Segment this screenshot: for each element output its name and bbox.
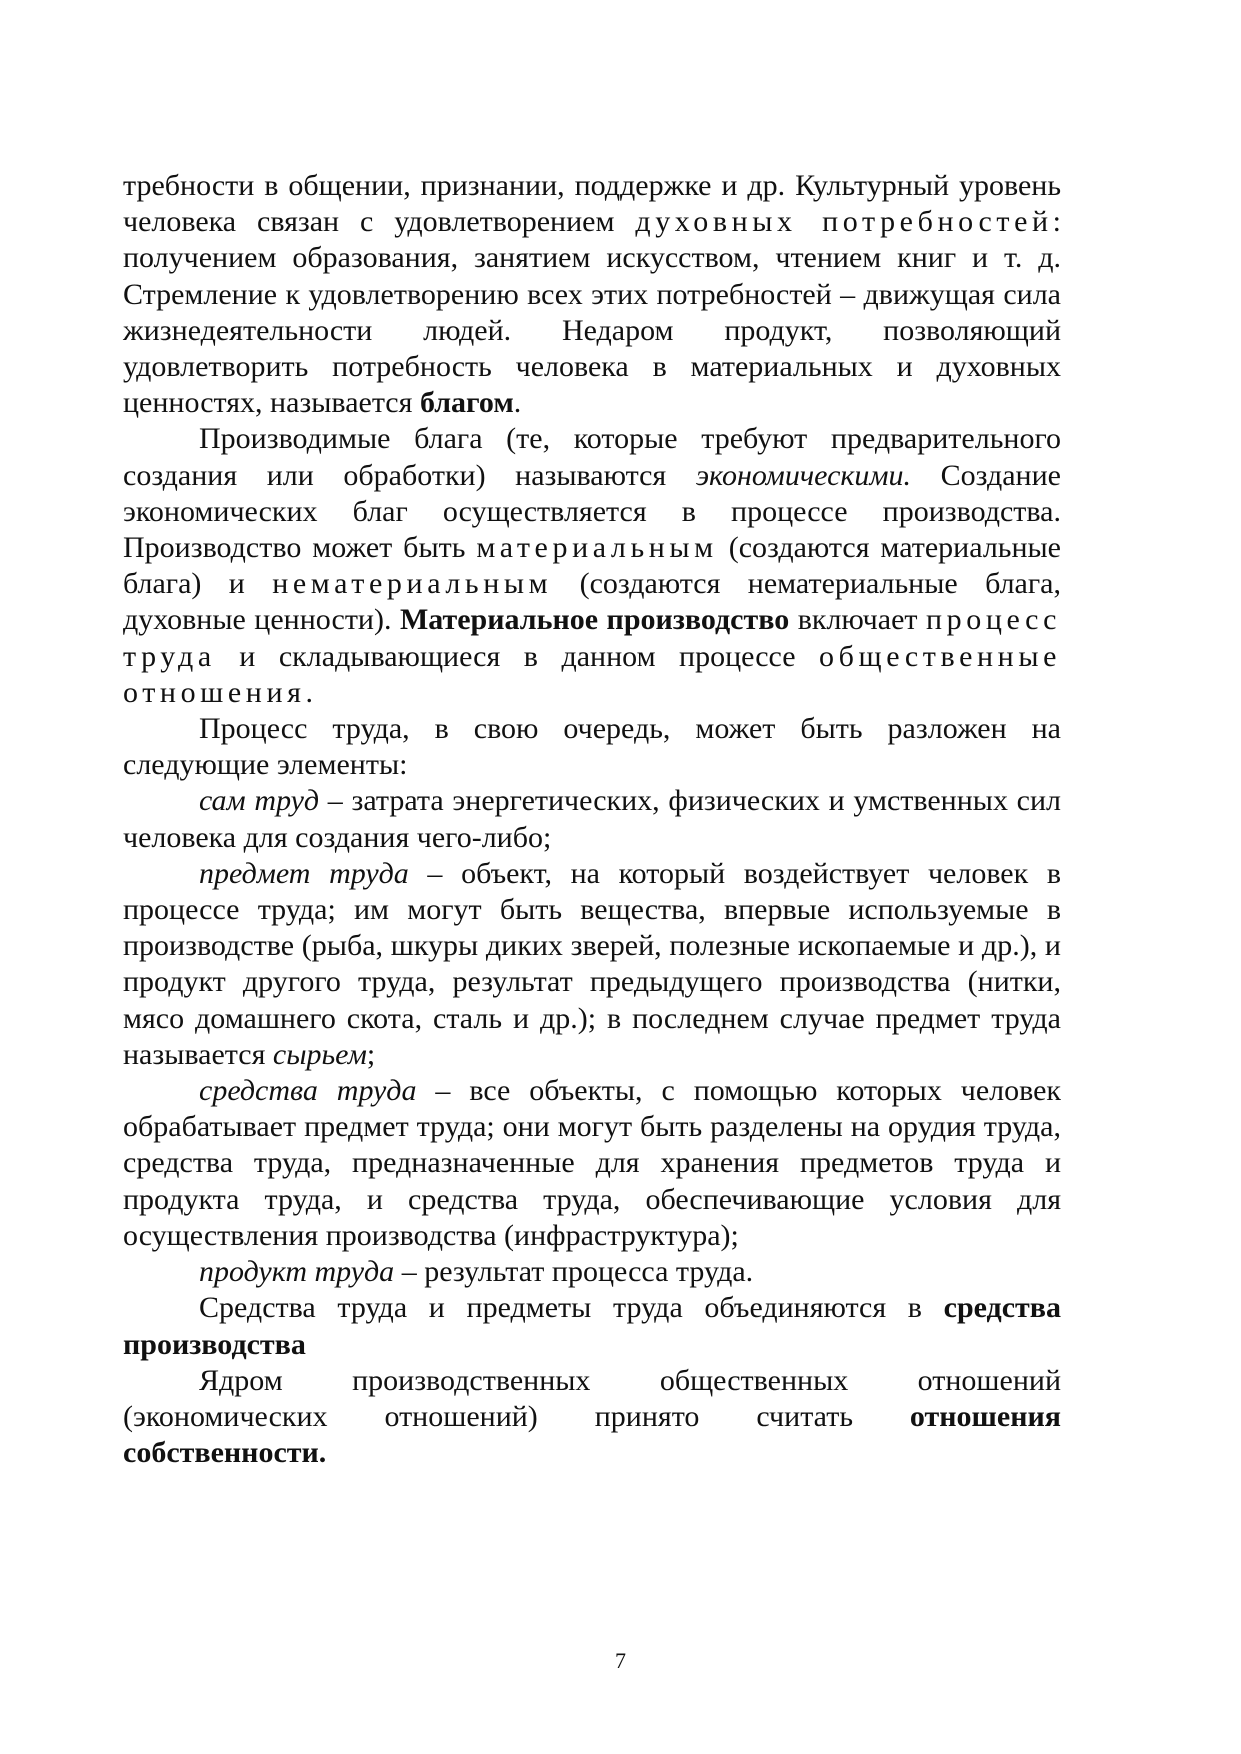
paragraph-means-of-production bbox=[123, 1290, 1061, 1362]
text-run: – результат процесса труда. bbox=[394, 1255, 754, 1289]
list-item-object-of-labor bbox=[123, 856, 1061, 1073]
text-run: : получением образования, занятием искусством, чтением книг и т. д. Стремление к удовлетворению всех этих потребностей – движущая сила жизнедеятельности людей. Недаром продукт, позволяющий удовлетворить потребность человека в материальных и духовных ценностях, называется bbox=[123, 205, 1061, 420]
spaced-term-labor-process: процесс труда bbox=[123, 603, 1062, 673]
page-number: 7 bbox=[615, 1648, 626, 1673]
page-body bbox=[123, 168, 1061, 1471]
text-run: Производимые блага (те, которые требуют предварительного создания или обработки) называются bbox=[123, 422, 1061, 492]
spaced-term-nonmaterial: нематериальным bbox=[272, 567, 553, 601]
paragraph-needs-and-goods bbox=[123, 168, 1061, 421]
text-run: требности в общении, признании, поддержке и др. Культурный уровень человека связан с удовлетворением bbox=[123, 169, 1061, 239]
paragraph-labor-elements-intro bbox=[123, 711, 1061, 783]
text-run: – все объекты, с помощью которых человек обрабатывает предмет труда; они могут быть разделены на орудия труда, средства труда, предназначенные для хранения предметов труда и продукта труда, и средства труда, обеспечивающие условия для осуществления производства (инфраструктура); bbox=[123, 1074, 1061, 1252]
text-run: – объект, на который воздействует человек в процессе труда; им могут быть вещества, впервые используемые в производстве (рыба, шкуры диких зверей, полезные ископаемые и др.), и продукт другого труда, результат предыдущего производства (нитки, мясо домашнего скота, сталь и др.); в последнем случае предмет труда называется bbox=[123, 856, 1062, 1071]
text-run: Средства труда и предметы труда объединяются в bbox=[199, 1291, 944, 1325]
text-run: – затрата энергетических, физических и умственных сил человека для создания чего-либо; bbox=[123, 784, 1061, 854]
text-run: включает bbox=[789, 603, 926, 637]
list-item-labor-itself bbox=[123, 783, 1061, 855]
paragraph-property-relations bbox=[123, 1363, 1061, 1472]
text-run: Процесс труда, в свою очередь, может быть разложен на следующие элементы: bbox=[123, 712, 1061, 782]
list-item-product-of-labor bbox=[123, 1254, 1061, 1290]
bold-term-material-production: Материальное производство bbox=[399, 603, 790, 637]
italic-term-object-of-labor: предмет труда bbox=[199, 856, 409, 890]
text-run: (создаются материальные блага) и bbox=[123, 531, 1061, 601]
text-run: . bbox=[305, 675, 313, 709]
bold-term-means-of-production: средства производства bbox=[123, 1291, 1061, 1361]
text-run: и складывающиеся в данном процессе bbox=[215, 639, 820, 673]
text-run: (создаются нематериальные блага, духовные ценности). bbox=[123, 567, 1061, 637]
paragraph-economic-goods bbox=[123, 421, 1061, 711]
italic-term-means-of-labor: средства труда bbox=[199, 1074, 417, 1108]
italic-term-labor-itself: сам труд bbox=[199, 784, 320, 818]
bold-term-property-relations: отношения собственности. bbox=[123, 1399, 1061, 1470]
list-item-means-of-labor bbox=[123, 1073, 1061, 1254]
text-run: Создание экономических благ осуществляется в процессе производства. Производство может быть bbox=[123, 458, 1061, 565]
italic-term-raw-material: сырьем bbox=[272, 1037, 367, 1071]
spaced-term-social-relations: общественные отношения bbox=[123, 639, 1061, 709]
bold-term-good: благом bbox=[419, 386, 514, 420]
spaced-term-material: материальным bbox=[476, 531, 718, 565]
text-run: ; bbox=[366, 1037, 376, 1071]
italic-term-economic: экономическими. bbox=[695, 458, 912, 492]
text-run: Ядром производственных общественных отношений (экономических отношений) принято считать bbox=[123, 1363, 1061, 1433]
text-run: . bbox=[513, 386, 522, 420]
spaced-term-spiritual-needs: духовных потребностей bbox=[635, 205, 1053, 239]
italic-term-product-of-labor: продукт труда bbox=[199, 1255, 395, 1289]
